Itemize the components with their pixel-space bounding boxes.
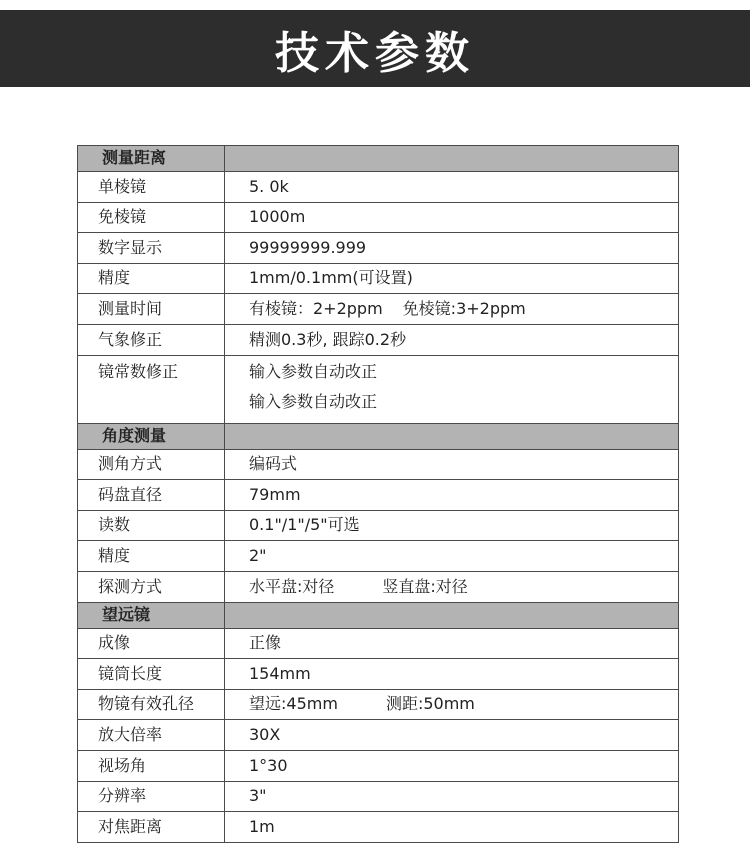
- page-title: 技术参数: [275, 27, 475, 79]
- row-value: 精测0.3秒, 跟踪0.2秒: [225, 324, 679, 355]
- table-row: [78, 628, 679, 659]
- row-value: [225, 355, 679, 423]
- row-value: 编码式: [225, 449, 679, 480]
- row-value: 1°30: [225, 750, 679, 781]
- table-row: [78, 294, 679, 325]
- row-value: 2": [225, 541, 679, 572]
- row-label: 数字显示: [78, 233, 225, 264]
- row-label: 气象修正: [78, 324, 225, 355]
- section-header-distance: [78, 146, 679, 172]
- row-value: [225, 571, 679, 602]
- section-header-telescope: [78, 602, 679, 628]
- section-header-angle: [78, 423, 679, 449]
- row-value: 1mm/0.1mm(可设置): [225, 263, 679, 294]
- table-row: [78, 812, 679, 843]
- table-row: [78, 571, 679, 602]
- row-label: 测量时间: [78, 294, 225, 325]
- row-value: 79mm: [225, 480, 679, 511]
- row-value: 3": [225, 781, 679, 812]
- table-row: [78, 172, 679, 203]
- row-value: 正像: [225, 628, 679, 659]
- row-label: 物镜有效孔径: [78, 689, 225, 720]
- section-fill: [225, 602, 679, 628]
- row-value: 30X: [225, 720, 679, 751]
- row-label: 放大倍率: [78, 720, 225, 751]
- row-value-part: 测距:50mm: [385, 694, 475, 714]
- row-label: 精度: [78, 541, 225, 572]
- table-row: [78, 263, 679, 294]
- section-title: 测量距离: [78, 146, 225, 172]
- row-label: 免棱镜: [78, 202, 225, 233]
- table-row: [78, 355, 679, 423]
- table-row: [78, 480, 679, 511]
- row-value: 0.1"/1"/5"可选: [225, 510, 679, 541]
- section-fill: [225, 423, 679, 449]
- row-value: 1000m: [225, 202, 679, 233]
- table-row: [78, 720, 679, 751]
- row-label: 视场角: [78, 750, 225, 781]
- table-row: [78, 233, 679, 264]
- row-label: 镜筒长度: [78, 659, 225, 690]
- row-value: [225, 294, 679, 325]
- row-value: 99999999.999: [225, 233, 679, 264]
- row-value-part: 有棱镜：2+2ppm: [249, 298, 383, 318]
- table-row: [78, 510, 679, 541]
- section-title: 角度测量: [78, 423, 225, 449]
- row-label: 精度: [78, 263, 225, 294]
- row-label: 码盘直径: [78, 480, 225, 511]
- table-row: [78, 449, 679, 480]
- table-row: [78, 541, 679, 572]
- table-row: [78, 750, 679, 781]
- row-label: 读数: [78, 510, 225, 541]
- row-value-line: 输入参数自动改正: [249, 361, 378, 381]
- row-label: 成像: [78, 628, 225, 659]
- row-value-part: 水平盘:对径: [249, 576, 335, 596]
- row-label: 分辨率: [78, 781, 225, 812]
- row-value: [225, 689, 679, 720]
- table-row: [78, 781, 679, 812]
- title-banner: [0, 10, 750, 87]
- row-label: 单棱镜: [78, 172, 225, 203]
- row-value-part: 免棱镜:3+2ppm: [402, 298, 526, 318]
- table-row: [78, 689, 679, 720]
- row-value: 1m: [225, 812, 679, 843]
- row-label: 镜常数修正: [78, 355, 225, 423]
- row-value-line: 输入参数自动改正: [249, 391, 378, 411]
- table-row: [78, 202, 679, 233]
- section-fill: [225, 146, 679, 172]
- row-label: 测角方式: [78, 449, 225, 480]
- table-row: [78, 324, 679, 355]
- row-value-part: 望远:45mm: [249, 694, 338, 714]
- row-label: 对焦距离: [78, 812, 225, 843]
- table-row: [78, 659, 679, 690]
- row-value: 154mm: [225, 659, 679, 690]
- row-value-part: 竖直盘:对径: [382, 576, 468, 596]
- spec-table: [77, 145, 679, 843]
- row-value: 5. 0k: [225, 172, 679, 203]
- row-label: 探测方式: [78, 571, 225, 602]
- section-title: 望远镜: [78, 602, 225, 628]
